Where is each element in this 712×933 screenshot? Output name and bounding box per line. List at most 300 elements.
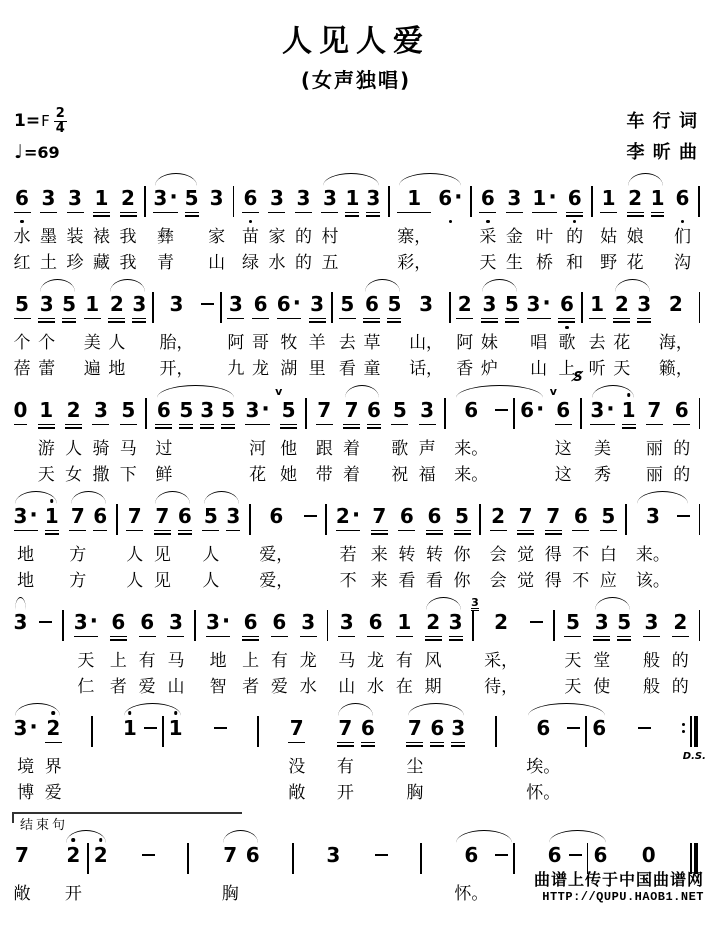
beam-line	[454, 530, 471, 532]
note-cell	[224, 279, 248, 382]
note-glyph-slot	[451, 716, 465, 740]
beam-line	[564, 636, 581, 638]
barline-stroke	[470, 186, 472, 217]
lyric-syllable-verse1: 爱，	[259, 545, 294, 565]
note-top-slot	[14, 491, 38, 504]
lyric-syllable-verse2: 天	[564, 677, 582, 697]
beam-lines	[622, 422, 636, 430]
note-glyph-slot	[690, 843, 698, 867]
note-digit: 1	[39, 398, 54, 422]
note-digit: 7	[15, 843, 29, 867]
lyric-syllable-verse2: 的	[673, 465, 691, 485]
beam-line	[200, 427, 214, 429]
lyric-syllable-verse2: 青	[157, 253, 175, 273]
note-top-slot	[659, 279, 693, 292]
beam-lines	[505, 316, 519, 324]
note-digit: 6	[547, 843, 562, 867]
note-cell	[451, 830, 492, 933]
note-glyph-slot	[420, 398, 434, 422]
lyric-syllable-verse1: 埃。	[526, 757, 561, 777]
barline-stroke	[305, 398, 307, 429]
meter-numerator: 2	[55, 106, 65, 121]
beam-line	[38, 321, 55, 323]
beam-lines	[214, 740, 227, 748]
barline	[697, 279, 702, 382]
note-digit: 6	[464, 843, 479, 867]
note-glyph-slot	[15, 843, 29, 867]
note-digit: 6	[536, 716, 551, 740]
music-system	[10, 370, 702, 488]
beam-line	[387, 318, 401, 320]
note-digit: 3	[448, 610, 463, 634]
beam-lines	[646, 422, 663, 430]
octave-dot-above	[128, 711, 132, 715]
note-top-slot	[277, 279, 301, 292]
lyric-syllable-verse2: 人	[126, 571, 144, 591]
lyric-syllable-verse1: 的	[294, 227, 312, 247]
lyric-syllable-verse1: 裱	[93, 227, 110, 247]
note-top-slot	[292, 830, 294, 843]
note-glyph-slot	[292, 843, 294, 867]
barline-stroke	[698, 186, 700, 217]
note-cell	[165, 703, 186, 806]
beam-line	[367, 424, 381, 426]
note-glyph-slot	[233, 186, 235, 210]
beam-line	[242, 212, 259, 214]
beam-lines	[337, 740, 354, 748]
note-cell	[41, 491, 62, 594]
note-cell	[10, 385, 31, 488]
repeat-dot	[682, 723, 685, 726]
note-top-slot	[155, 385, 172, 398]
beam-lines	[430, 740, 444, 748]
beam-line	[132, 321, 146, 323]
lyric-syllable-verse1: 有	[395, 651, 413, 671]
beam-line	[245, 424, 269, 426]
note-cell	[335, 597, 359, 700]
note-glyph-slot	[553, 610, 555, 634]
lyric-syllable-verse1: 上	[109, 651, 127, 671]
note-glyph-slot	[464, 843, 478, 867]
lyric-syllable-verse2: 龙	[252, 359, 270, 379]
beam-line	[363, 318, 380, 320]
beam-line	[178, 533, 192, 535]
note-glyph-slot	[367, 398, 381, 422]
lyric-syllable-verse2: 带	[315, 465, 333, 485]
beam-lines	[566, 210, 583, 218]
note-cell	[453, 279, 477, 382]
note-digit: 6	[93, 504, 108, 528]
lyric-syllable-verse1: 采，	[484, 651, 519, 671]
lyric-syllable-verse2: 秀	[593, 465, 611, 485]
barline-stroke	[444, 398, 446, 429]
barline	[255, 703, 260, 806]
beam-line	[227, 318, 244, 320]
note-top-slot	[430, 703, 444, 716]
beam-line	[14, 318, 31, 320]
beam-lines	[391, 422, 408, 430]
lyric-syllable-verse2: 话，	[409, 359, 444, 379]
note-digit: 0	[641, 843, 656, 867]
note-top-slot	[426, 491, 443, 504]
lyric-syllable-verse1: 装	[66, 227, 84, 247]
beam-line	[62, 321, 76, 323]
note-digit: 6	[559, 292, 574, 316]
note-top-slot	[309, 279, 326, 292]
note-glyph-slot	[622, 398, 636, 422]
beam-lines	[167, 634, 184, 642]
octave-dot-slot	[449, 218, 453, 224]
note-cell	[123, 491, 147, 594]
note-top-slot	[14, 597, 28, 610]
note-cell	[116, 173, 140, 276]
note-top-slot	[454, 830, 488, 843]
note-digit: 3	[13, 610, 28, 634]
beam-lines	[309, 316, 326, 324]
augmentation-dot: ·	[548, 185, 557, 210]
note-top-slot	[600, 491, 617, 504]
lyric-syllable-verse1: 叶	[536, 227, 554, 247]
lyric-syllable-verse1: 风	[424, 651, 442, 671]
lyric-syllable-verse1: 来。	[454, 439, 489, 459]
lyric-syllable-verse1: 人	[126, 545, 144, 565]
note-glyph-slot	[602, 186, 616, 210]
note-cell	[634, 279, 655, 382]
lyric-syllable-verse1: 他	[280, 439, 298, 459]
note-glyph-slot	[673, 610, 687, 634]
note-digit: 6	[140, 610, 155, 634]
note-cell	[34, 385, 58, 488]
dash-note	[140, 703, 160, 806]
beam-line	[185, 212, 199, 214]
beam-line	[517, 530, 534, 532]
note-digit: 6	[399, 504, 414, 528]
beam-line	[555, 424, 572, 426]
note-top-slot	[275, 385, 297, 398]
note-cell	[116, 385, 140, 488]
note-top-slot	[38, 385, 55, 398]
barline-stroke	[625, 504, 627, 535]
note-top-slot	[674, 173, 691, 186]
slur-group	[10, 703, 65, 806]
beam-lines	[62, 316, 76, 324]
dash-stroke	[495, 409, 508, 412]
barline-stroke	[513, 843, 515, 874]
ending-bracket	[12, 812, 242, 833]
augmentation-dot: ·	[89, 609, 99, 634]
barline-stroke	[144, 186, 146, 217]
note-glyph-slot	[375, 843, 388, 867]
beam-lines	[227, 316, 244, 324]
beam-lines	[155, 422, 172, 430]
lyric-syllable-verse2: 土	[40, 253, 57, 273]
note-cell	[422, 491, 446, 594]
watermark-url: HTTP://QUPU.HAOB1.NET	[542, 890, 704, 904]
barline	[324, 491, 329, 594]
note-digit: 3	[296, 186, 311, 210]
octave-dot-below	[249, 220, 253, 224]
beam-line	[366, 212, 380, 214]
note-cell	[291, 173, 315, 276]
note-glyph-slot	[144, 186, 146, 210]
barline-stroke	[194, 610, 196, 641]
note-top-slot	[252, 279, 269, 292]
beam-line	[451, 745, 465, 747]
beam-line	[481, 321, 498, 323]
note-digit: 6	[674, 398, 689, 422]
note-cell	[523, 279, 554, 382]
barline-stroke	[257, 716, 259, 747]
note-top-slot	[590, 385, 614, 398]
beam-line	[517, 533, 534, 535]
note-digit: 3	[301, 610, 316, 634]
note-top-slot	[622, 385, 636, 398]
beam-line	[288, 742, 305, 744]
note-top-slot	[636, 491, 670, 504]
note-digit: 7	[546, 504, 561, 528]
beam-line	[419, 424, 436, 426]
note-glyph-slot	[491, 504, 505, 528]
note-glyph-slot	[479, 504, 481, 528]
beam-lines	[338, 634, 355, 642]
note-top-slot	[375, 830, 388, 843]
note-cell	[363, 173, 384, 276]
note-top-slot	[580, 385, 582, 398]
beam-lines	[426, 528, 443, 536]
lyric-syllable-verse2: 撒	[92, 465, 110, 485]
slur-group	[632, 491, 693, 594]
beam-lines	[45, 740, 62, 748]
beam-lines	[245, 422, 269, 430]
beam-lines	[517, 528, 534, 536]
note-glyph-slot	[458, 292, 472, 316]
beam-lines	[506, 210, 523, 218]
note-digit: 2	[93, 843, 108, 867]
note-cell	[242, 385, 273, 488]
note-digit: 1	[650, 186, 665, 210]
note-top-slot	[564, 597, 581, 610]
augmentation-dot: ·	[29, 503, 38, 528]
beam-line	[93, 215, 110, 217]
barline	[580, 279, 585, 382]
note-cell	[335, 279, 359, 382]
lyric-syllable-verse1: 若	[339, 545, 357, 565]
beam-line	[627, 212, 644, 214]
beam-line	[252, 318, 269, 320]
note-cell	[502, 173, 526, 276]
note-top-slot	[673, 385, 690, 398]
credits-block	[626, 107, 698, 168]
lyric-syllable-verse1: 丽	[645, 439, 663, 459]
barline-stroke	[495, 716, 497, 747]
dash-stroke	[201, 303, 214, 306]
beam-line	[593, 639, 610, 641]
note-digit: 6	[245, 843, 260, 867]
note-cell	[367, 491, 391, 594]
beam-line	[426, 530, 443, 532]
lyric-syllable-verse2: 爱	[138, 677, 156, 697]
beam-line	[14, 212, 31, 214]
note-top-slot	[120, 385, 137, 398]
lyric-syllable-verse1: 地	[209, 651, 227, 671]
note-digit: 5	[184, 186, 199, 210]
note-cell	[223, 491, 244, 594]
note-glyph-slot	[301, 610, 315, 634]
note-digit: 5	[62, 292, 77, 316]
note-top-slot	[295, 173, 312, 186]
note-glyph-slot	[297, 186, 311, 210]
note-digit: 1	[590, 292, 605, 316]
barline	[493, 703, 498, 806]
slur-group	[587, 385, 639, 488]
beam-line	[14, 424, 28, 426]
beam-line	[280, 424, 297, 426]
beam-lines	[481, 316, 498, 324]
beam-line	[361, 745, 375, 747]
barline-stroke	[699, 292, 701, 323]
note-top-slot	[638, 703, 651, 716]
note-glyph-slot	[400, 504, 414, 528]
lyric-syllable-verse1: 过	[155, 439, 173, 459]
dash-stroke	[638, 727, 651, 730]
note-digit: 7	[338, 716, 353, 740]
note-top-slot	[249, 491, 251, 504]
beam-line	[600, 530, 617, 532]
note-top-slot	[625, 491, 627, 504]
note-cell	[364, 597, 388, 700]
note-top-slot	[371, 491, 388, 504]
beam-line	[479, 212, 496, 214]
octave-dot-below	[681, 220, 685, 224]
note-glyph-slot	[345, 186, 359, 210]
note-glyph-slot	[244, 610, 258, 634]
note-top-slot	[257, 703, 259, 716]
slur-group	[10, 597, 31, 700]
note-top-slot	[572, 491, 589, 504]
note-glyph-slot	[365, 292, 379, 316]
note-glyph-slot	[123, 716, 137, 740]
lyric-syllable-verse2: 沟	[673, 253, 691, 273]
note-cell	[342, 173, 363, 276]
beam-lines	[490, 528, 507, 536]
beam-lines	[343, 422, 360, 430]
note-glyph-slot	[178, 504, 192, 528]
lyric-syllable-verse1: 马	[167, 651, 185, 671]
note-top-slot	[74, 597, 98, 610]
lyric-syllable-verse1: 地	[17, 545, 35, 565]
note-cell	[668, 597, 692, 700]
lyric-syllable-verse1: 的	[671, 651, 689, 671]
lyric-syllable-verse2: 的	[671, 677, 689, 697]
note-top-slot	[39, 597, 52, 610]
lyric-syllable-verse2: 遍	[83, 359, 101, 379]
lyric-syllable-verse1: 去	[588, 333, 606, 353]
note-digit: 7	[155, 504, 170, 528]
augmentation-dot: ·	[221, 609, 231, 634]
beam-lines	[201, 316, 214, 324]
note-digit: 1	[168, 716, 183, 740]
slur-group	[623, 173, 668, 276]
note-glyph-slot	[277, 292, 301, 316]
lyric-syllable-verse2: 得	[544, 571, 562, 591]
beam-lines	[396, 634, 413, 642]
note-top-slot	[471, 596, 518, 610]
lyric-syllable-verse1: 彝	[157, 227, 175, 247]
note-cell	[129, 279, 150, 382]
note-cell	[249, 279, 273, 382]
beam-lines	[14, 210, 31, 218]
note-top-slot	[40, 173, 57, 186]
note-digit: 5	[121, 398, 136, 422]
note-digit: 6	[177, 504, 192, 528]
note-top-slot	[92, 385, 109, 398]
beam-line	[242, 636, 259, 638]
note-glyph-slot	[220, 292, 222, 316]
beam-line	[155, 427, 172, 429]
lyric-syllable-verse2: 爱	[44, 783, 62, 803]
meter-denominator: 4	[55, 120, 65, 136]
note-glyph-slot	[647, 398, 661, 422]
note-digit: 3	[645, 504, 660, 528]
barline	[143, 173, 148, 276]
beam-lines	[397, 210, 431, 218]
note-glyph-slot	[574, 504, 588, 528]
note-cell	[61, 830, 85, 933]
beam-lines	[295, 210, 312, 218]
lyric-syllable-verse1: 天	[77, 651, 95, 671]
beam-lines	[564, 634, 581, 642]
beam-line	[40, 212, 57, 214]
note-glyph-slot	[505, 292, 519, 316]
lyric-syllable-verse2: 福	[418, 465, 436, 485]
octave-dot-below	[486, 220, 490, 224]
beam-lines	[202, 528, 219, 536]
beam-line	[126, 530, 143, 532]
note-cell	[63, 173, 87, 276]
note-top-slot	[406, 703, 423, 716]
note-top-slot	[336, 491, 360, 504]
barline-stroke	[325, 504, 327, 535]
beam-lines	[366, 210, 380, 218]
note-top-slot	[187, 830, 189, 843]
note-top-slot	[553, 597, 555, 610]
beam-lines	[222, 867, 239, 875]
beam-line	[110, 639, 127, 641]
note-top-slot	[139, 597, 156, 610]
note-top-slot	[160, 279, 194, 292]
lyric-syllable-verse1: 人	[202, 545, 220, 565]
note-top-slot	[339, 279, 356, 292]
beam-lines	[425, 634, 442, 642]
barline-stroke	[479, 504, 481, 535]
lyric-syllable-verse1: 歌	[391, 439, 409, 459]
beam-lines	[638, 740, 651, 748]
note-top-slot	[481, 279, 498, 292]
barline-stroke	[62, 610, 64, 641]
lyric-syllable-verse2: 者	[242, 677, 260, 697]
beam-line	[65, 424, 82, 426]
lyric-syllable-verse1: 村	[321, 227, 339, 247]
note-top-slot	[451, 703, 465, 716]
note-digit: 1	[601, 186, 616, 210]
lyric-syllable-verse1: 水	[13, 227, 31, 247]
note-glyph-slot	[325, 504, 327, 528]
note-glyph-slot	[585, 716, 587, 740]
beam-line	[673, 424, 690, 426]
note-glyph-slot	[204, 504, 218, 528]
lyric-syllable-verse1: 转	[398, 545, 416, 565]
lyric-syllable-verse1: 白	[599, 545, 617, 565]
